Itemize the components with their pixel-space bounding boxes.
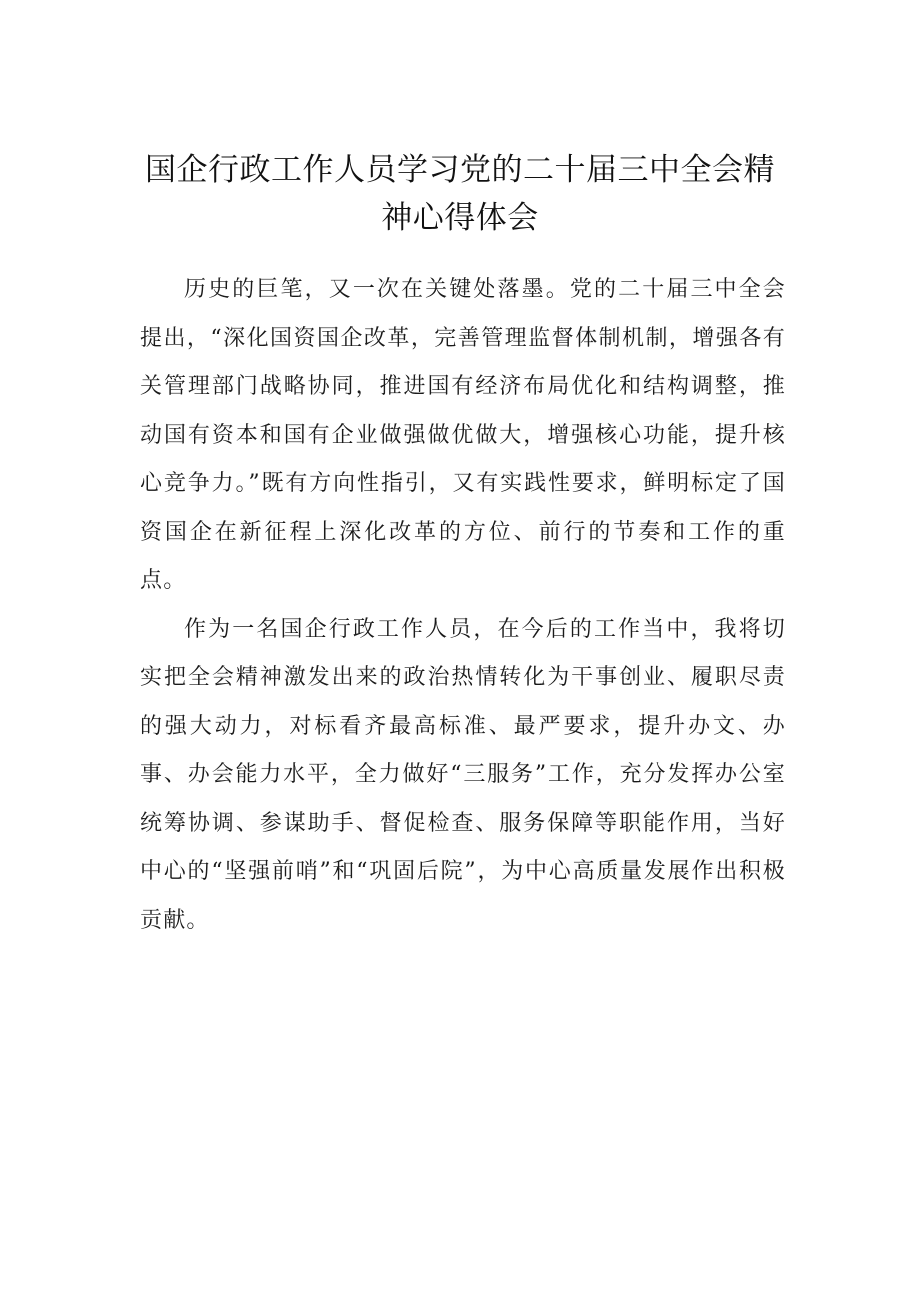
document-body — [140, 266, 786, 945]
document-title: 国企行政工作人员学习党的二十届三中全会精神心得体会 — [145, 152, 775, 236]
body-paragraph-2: 作为一名国企行政工作人员，在今后的工作当中，我将切实把全会精神激发出来的政治热情转化为干事创业、履职尽责的强大动力，对标看齐最高标准、最严要求，提升办文、办事、办会能力水平，全力做好“三服务”工作，充分发挥办公室统筹协调、参谋助手、督促检查、服务保障等职能作用，当好中心的“坚强前哨”和“巩固后院”，为中心高质量发展作出积极贡献。 — [140, 616, 786, 933]
body-paragraph-1: 历史的巨笔，又一次在关键处落墨。党的二十届三中全会提出，“深化国资国企改革，完善管理监督体制机制，增强各有关管理部门战略协同，推进国有经济布局优化和结构调整，推动国有资本和国有企业做强做优做大，增强核心功能，提升核心竞争力。”既有方向性指引，又有实践性要求，鲜明标定了国资国企在新征程上深化改革的方位、前行的节奏和工作的重点。 — [140, 277, 786, 593]
